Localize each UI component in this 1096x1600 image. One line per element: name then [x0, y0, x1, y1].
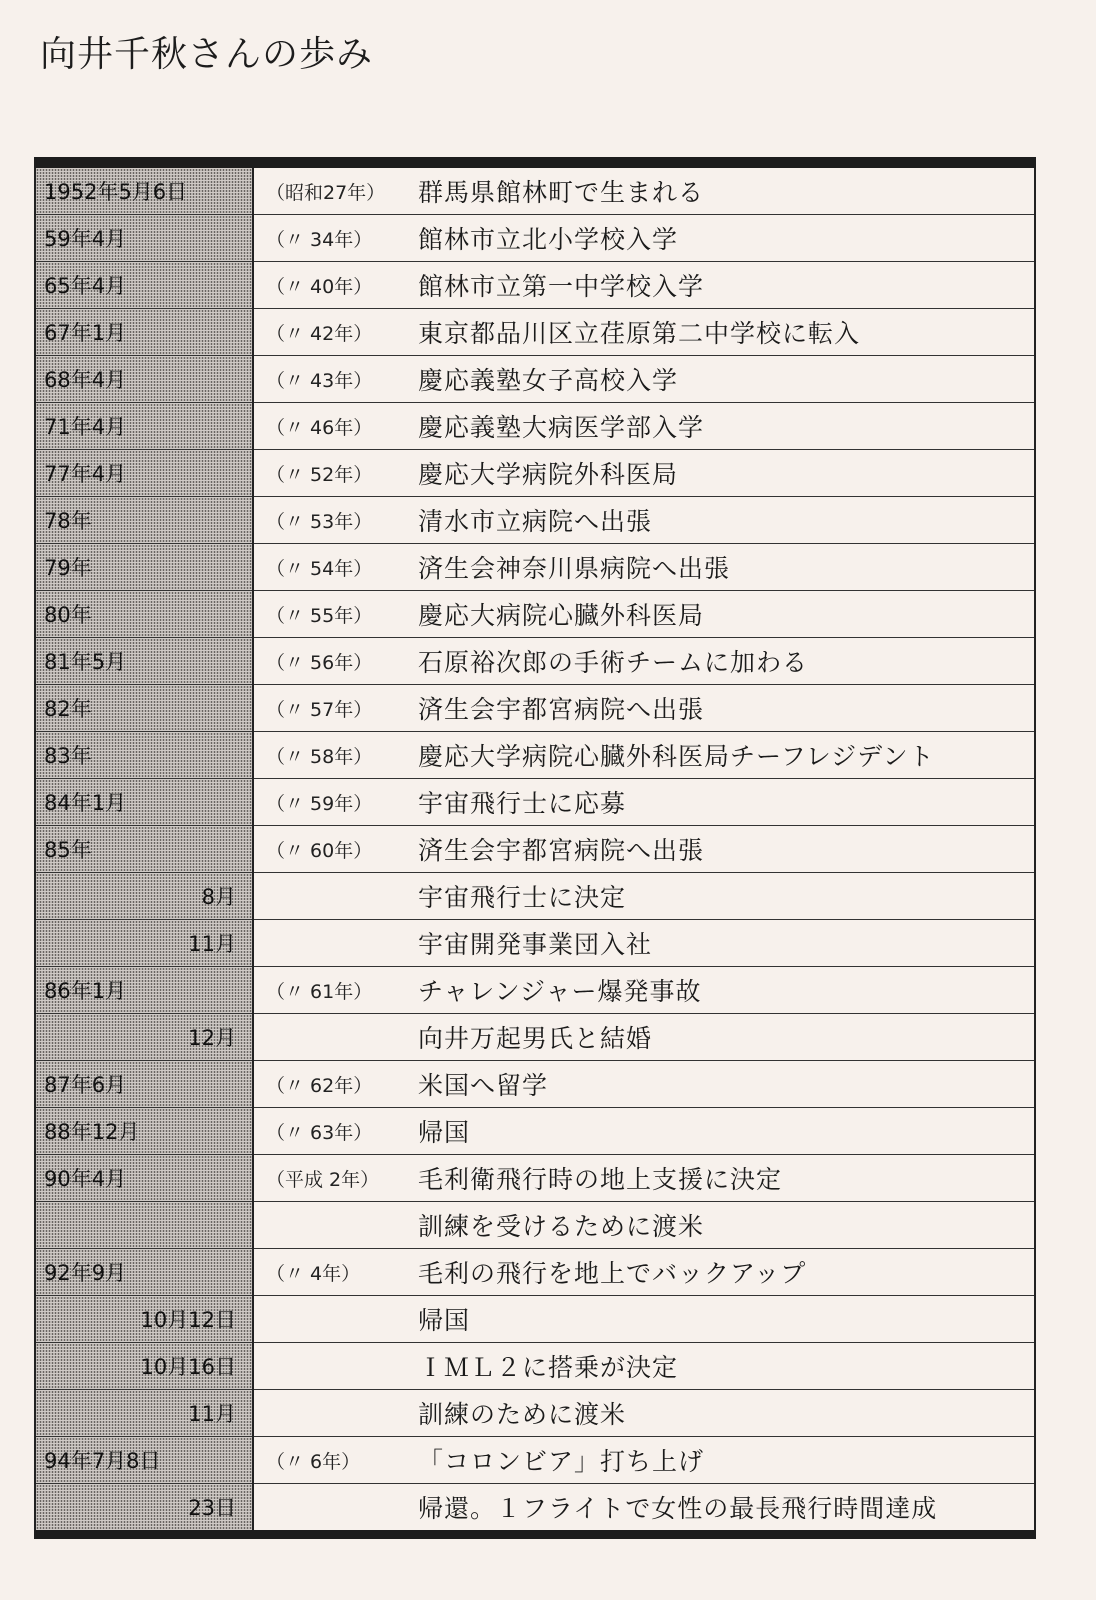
- row-event: 済生会神奈川県病院へ出張: [414, 544, 1035, 591]
- row-era: [253, 1014, 414, 1061]
- row-event: 毛利の飛行を地上でバックアップ: [414, 1249, 1035, 1296]
- timeline-table: [34, 157, 1036, 1539]
- row-era: [253, 1390, 414, 1437]
- row-date: 84年1月: [35, 779, 253, 826]
- row-event: 帰還。１フライトで女性の最長飛行時間達成: [414, 1484, 1035, 1535]
- page-title: 向井千秋さんの歩み: [40, 34, 374, 75]
- row-era: （〃 56年）: [253, 638, 414, 685]
- row-date: 65年4月: [35, 262, 253, 309]
- row-event: 済生会宇都宮病院へ出張: [414, 685, 1035, 732]
- row-era: （〃 59年）: [253, 779, 414, 826]
- row-date: 1952年5月6日: [35, 163, 253, 215]
- row-era: （〃 6年）: [253, 1437, 414, 1484]
- row-event: 訓練のために渡米: [414, 1390, 1035, 1437]
- row-date: 94年7月8日: [35, 1437, 253, 1484]
- row-era: （〃 52年）: [253, 450, 414, 497]
- timeline-row: [35, 967, 1035, 1014]
- row-era: [253, 1343, 414, 1390]
- row-date: 88年12月: [35, 1108, 253, 1155]
- row-era: （〃 42年）: [253, 309, 414, 356]
- timeline-row: [35, 1202, 1035, 1249]
- row-event: 石原裕次郎の手術チームに加わる: [414, 638, 1035, 685]
- row-event: 東京都品川区立荏原第二中学校に転入: [414, 309, 1035, 356]
- row-event: 館林市立北小学校入学: [414, 215, 1035, 262]
- row-date: 87年6月: [35, 1061, 253, 1108]
- row-date: 8月: [35, 873, 253, 920]
- row-date: 11月: [35, 920, 253, 967]
- row-event: 訓練を受けるために渡米: [414, 1202, 1035, 1249]
- row-date: 59年4月: [35, 215, 253, 262]
- row-era: [253, 1484, 414, 1535]
- row-era: （〃 63年）: [253, 1108, 414, 1155]
- timeline-row: [35, 1061, 1035, 1108]
- timeline-row: [35, 1249, 1035, 1296]
- timeline-row: [35, 163, 1035, 215]
- row-date: 23日: [35, 1484, 253, 1535]
- row-era: [253, 1296, 414, 1343]
- row-event: 館林市立第一中学校入学: [414, 262, 1035, 309]
- timeline-row: [35, 873, 1035, 920]
- row-date: 79年: [35, 544, 253, 591]
- timeline-row: [35, 1484, 1035, 1535]
- row-date: 71年4月: [35, 403, 253, 450]
- timeline-row: [35, 685, 1035, 732]
- row-date: 68年4月: [35, 356, 253, 403]
- row-era: （平成 2年）: [253, 1155, 414, 1202]
- row-event: 米国へ留学: [414, 1061, 1035, 1108]
- row-era: （昭和27年）: [253, 163, 414, 215]
- row-era: （〃 57年）: [253, 685, 414, 732]
- row-era: （〃 55年）: [253, 591, 414, 638]
- timeline-row: [35, 826, 1035, 873]
- row-date: 83年: [35, 732, 253, 779]
- row-era: （〃 40年）: [253, 262, 414, 309]
- row-date: 81年5月: [35, 638, 253, 685]
- row-era: （〃 62年）: [253, 1061, 414, 1108]
- row-date: 90年4月: [35, 1155, 253, 1202]
- row-event: 毛利衛飛行時の地上支援に決定: [414, 1155, 1035, 1202]
- row-event: 慶応義塾女子高校入学: [414, 356, 1035, 403]
- timeline-row: [35, 920, 1035, 967]
- timeline-row: [35, 1155, 1035, 1202]
- row-era: （〃 61年）: [253, 967, 414, 1014]
- timeline-row: [35, 638, 1035, 685]
- row-event: 宇宙飛行士に決定: [414, 873, 1035, 920]
- row-event: 慶応大学病院外科医局: [414, 450, 1035, 497]
- row-era: （〃 4年）: [253, 1249, 414, 1296]
- timeline-row: [35, 1296, 1035, 1343]
- timeline-row: [35, 1437, 1035, 1484]
- row-date: 12月: [35, 1014, 253, 1061]
- row-era: [253, 920, 414, 967]
- timeline-row: [35, 1014, 1035, 1061]
- timeline-row: [35, 309, 1035, 356]
- row-date: 10月16日: [35, 1343, 253, 1390]
- timeline-row: [35, 544, 1035, 591]
- row-event: 清水市立病院へ出張: [414, 497, 1035, 544]
- row-era: （〃 58年）: [253, 732, 414, 779]
- row-event: 帰国: [414, 1108, 1035, 1155]
- row-date: 78年: [35, 497, 253, 544]
- row-event: 宇宙飛行士に応募: [414, 779, 1035, 826]
- row-event: 慶応大病院心臓外科医局: [414, 591, 1035, 638]
- row-date: 77年4月: [35, 450, 253, 497]
- row-event: 群馬県館林町で生まれる: [414, 163, 1035, 215]
- row-event: 慶応義塾大病医学部入学: [414, 403, 1035, 450]
- row-date: [35, 1202, 253, 1249]
- timeline-row: [35, 262, 1035, 309]
- row-era: （〃 60年）: [253, 826, 414, 873]
- timeline-row: [35, 591, 1035, 638]
- timeline-body: [35, 163, 1035, 1535]
- timeline-row: [35, 215, 1035, 262]
- row-date: 11月: [35, 1390, 253, 1437]
- timeline-row: [35, 779, 1035, 826]
- timeline-row: [35, 450, 1035, 497]
- row-date: 92年9月: [35, 1249, 253, 1296]
- row-era: （〃 54年）: [253, 544, 414, 591]
- row-era: [253, 873, 414, 920]
- row-event: 済生会宇都宮病院へ出張: [414, 826, 1035, 873]
- timeline-row: [35, 356, 1035, 403]
- row-date: 10月12日: [35, 1296, 253, 1343]
- row-event: 慶応大学病院心臓外科医局チーフレジデント: [414, 732, 1035, 779]
- row-event: 向井万起男氏と結婚: [414, 1014, 1035, 1061]
- row-era: [253, 1202, 414, 1249]
- row-event: 宇宙開発事業団入社: [414, 920, 1035, 967]
- row-era: （〃 34年）: [253, 215, 414, 262]
- timeline-row: [35, 732, 1035, 779]
- row-date: 85年: [35, 826, 253, 873]
- row-event: チャレンジャー爆発事故: [414, 967, 1035, 1014]
- row-event: 帰国: [414, 1296, 1035, 1343]
- row-date: 80年: [35, 591, 253, 638]
- row-date: 86年1月: [35, 967, 253, 1014]
- row-date: 82年: [35, 685, 253, 732]
- row-era: （〃 46年）: [253, 403, 414, 450]
- timeline-row: [35, 1108, 1035, 1155]
- row-era: （〃 53年）: [253, 497, 414, 544]
- timeline-row: [35, 403, 1035, 450]
- timeline-row: [35, 1343, 1035, 1390]
- row-event: ＩＭＬ２に搭乗が決定: [414, 1343, 1035, 1390]
- row-event: 「コロンビア」打ち上げ: [414, 1437, 1035, 1484]
- timeline-row: [35, 497, 1035, 544]
- timeline-row: [35, 1390, 1035, 1437]
- row-era: （〃 43年）: [253, 356, 414, 403]
- row-date: 67年1月: [35, 309, 253, 356]
